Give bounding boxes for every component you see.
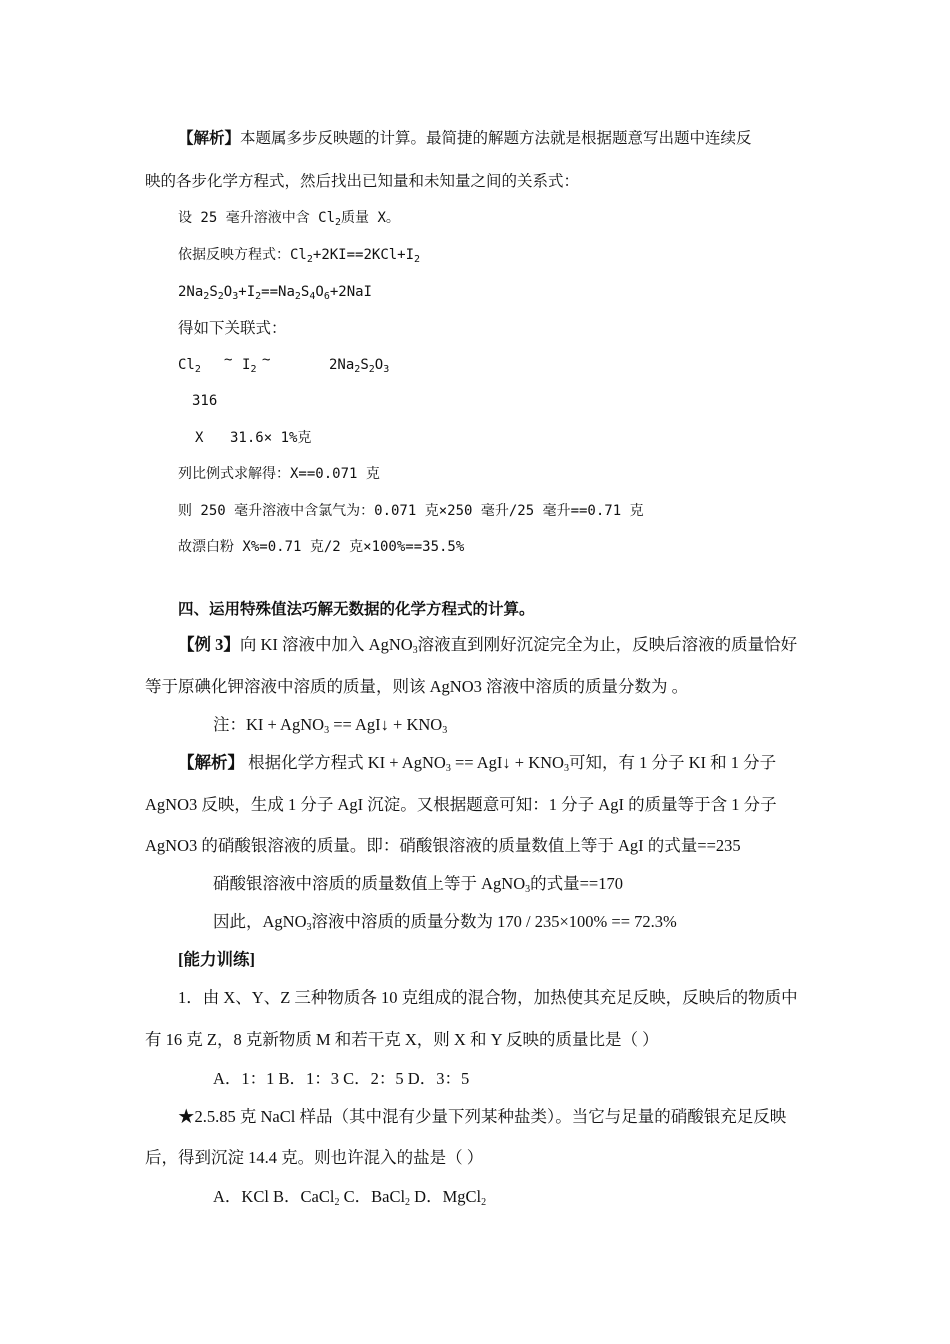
analysis1-line1 [178,128,752,148]
example3-line1: 【例 3】向 KI 溶液中加入 AgNO$_3$溶液直到刚好沉淀完全为止，反映后溶液的质量恰好 [178,635,798,656]
question1-options: A．1：1 B．1：3 C．2：5 D．3：5 [213,1069,470,1088]
question1-line1: 1．由 X、Y、Z 三种物质各 10 克组成的混合物，加热使其充足反映，反映后的物质中 [178,988,798,1007]
question2-line2: 后，得到沉淀 14.4 克。则也许混入的盐是（ ） [145,1148,484,1167]
relation-intro: 得如下关联式： [178,319,287,337]
relation-cl2: $Cl_2$ [178,357,201,375]
question1-line2: 有 16 克 Z，8 克新物质 M 和若干克 X，则 X 和 Y 反映的质量比是（ ） [145,1030,659,1049]
analysis2-line5: 因此，AgNO$_3$溶液中溶质的质量分数为 170 / 235×100% == 72.3% [213,912,677,933]
question2-line1: ★2.5.85 克 NaCl 样品（其中混有少量下列某种盐类）。当它与足量的硝酸银充足反映 [178,1107,787,1126]
training-heading: [能力训练] [178,950,255,969]
analysis2-line4: 硝酸银溶液中溶质的质量数值上等于 AgNO$_3$的式量==170 [213,874,623,895]
relation-tilde-2: ~ [262,352,271,368]
analysis2-line1: 【解析】 根据化学方程式 KI + AgNO$_3$ == AgI↓ + $KNO_3$可知，有 1 分子 KI 和 1 分子 [178,753,777,774]
relation-x-value: 31.6× 1%克 [230,430,312,446]
relation-i2: $I_2$ [242,357,257,375]
example3-note: 注：KI + AgNO$_3$ == AgI↓ + $KNO_3$ [213,715,448,736]
section4-heading: 四、运用特殊值法巧解无数据的化学方程式的计算。 [178,599,535,618]
result-line: 故漂白粉 X%=0.71 克/2 克×100%==35.5% [178,539,465,555]
question2-options: A．KCl B．CaCl$_2$ C．BaCl$_2$ D．MgCl$_2$ [213,1187,487,1208]
analysis2-line2: AgNO3 反映，生成 1 分子 AgI 沉淀。又根据题意可知：1 分子 AgI 的质量等于含 1 分子 [145,795,777,814]
equation-2: $2Na_2S_2O_3+I_2==Na_2S_4O_6+2NaI$ [178,284,372,302]
analysis1-text1: 本题属多步反映题的计算。最简捷的解题方法就是根据题意写出题中连续反 [240,129,752,147]
relation-na2s2o3: $2Na_2S_2O_3$ [329,357,390,375]
relation-316: 316 [192,393,218,409]
equation-1: 依据反映方程式：$Cl_2+2KI==2KCl+I_2$ [178,247,421,265]
example3-line2: 等于原碘化钾溶液中溶质的质量，则该 AgNO3 溶液中溶质的质量分数为 。 [145,677,689,696]
relation-x: X [195,430,204,446]
total-chlorine-line: 则 250 毫升溶液中含氯气为：0.071 克×250 毫升/25 毫升==0.71 克 [178,503,644,519]
set-variable-line: 设 25 毫升溶液中含 $Cl_2$质量 X。 [178,210,400,228]
analysis2-line3: AgNO3 的硝酸银溶液的质量。即：硝酸银溶液的质量数值上等于 AgI 的式量==235 [145,836,741,855]
analysis1-line2: 映的各步化学方程式，然后找出已知量和未知量之间的关系式： [145,172,580,190]
analysis1-tag: 【解析】 [178,128,241,147]
relation-tilde-1: ~ [224,352,233,368]
solve-line: 列比例式求解得：X==0.071 克 [178,466,380,482]
